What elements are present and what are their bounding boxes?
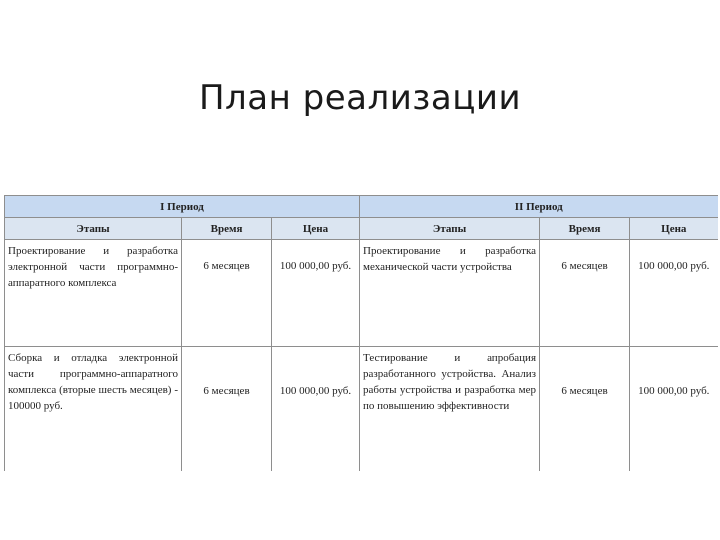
p2-stage-header: Этапы [360,218,540,240]
p1-time-cell: 6 месяцев [182,240,272,347]
period-header-row [5,196,718,218]
p1-time-header: Время [182,218,272,240]
period-2-header: II Период [360,196,718,218]
p1-stage-header: Этапы [5,218,182,240]
p1-time-cell: 6 месяцев [182,347,272,472]
p2-price-cell: 100 000,00 руб. [630,240,718,347]
p2-time-cell: 6 месяцев [540,347,630,472]
p2-stage-cell: Тестирование и апробация разработанного устройства. Анализ работы устройства и разработка мер по повышению эффективности [360,347,540,472]
p1-stage-cell: Проектирование и разработка электронной части программно-аппаратного комплекса [5,240,182,347]
p1-stage-cell: Сборка и отладка электронной части программно-аппаратного комплекса (вторые шесть месяцев) - 100000 руб. [5,347,182,472]
p2-stage-cell: Проектирование и разработка механической части устройства [360,240,540,347]
p2-price-header: Цена [630,218,718,240]
plan-table [4,195,718,471]
p1-price-cell: 100 000,00 руб. [272,347,360,472]
slide-title: План реализации [198,78,522,118]
p1-price-header: Цена [272,218,360,240]
table-row [5,240,718,347]
period-1-header: I Период [5,196,360,218]
p2-price-cell: 100 000,00 руб. [630,347,718,472]
p1-price-cell: 100 000,00 руб. [272,240,360,347]
p2-time-header: Время [540,218,630,240]
p2-time-cell: 6 месяцев [540,240,630,347]
table-row [5,347,718,472]
column-header-row [5,218,718,240]
